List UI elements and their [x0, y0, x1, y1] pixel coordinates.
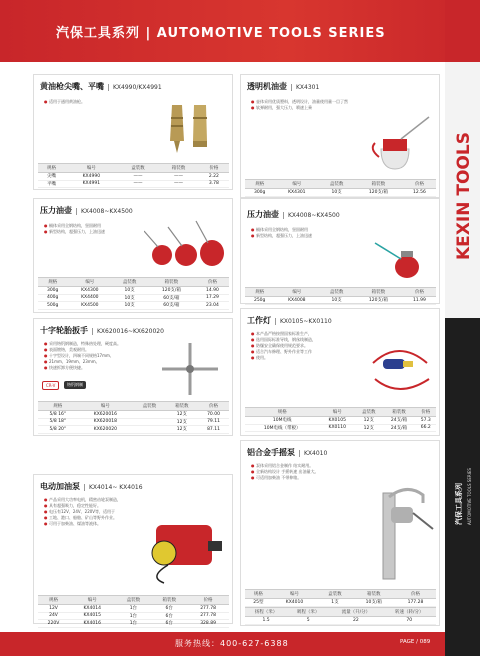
table-row [38, 620, 229, 628]
header-bar [0, 0, 480, 62]
table-cell: KX0110 [319, 424, 355, 432]
table-cell: 277.78 [187, 605, 229, 613]
table-cell: 60支/箱 [147, 294, 196, 302]
bullet-list: ● 桶体采用全钢结构，坚固耐用 ● 新型结构，超强压力，上油迅速 [44, 223, 144, 235]
bullet-list: ● 桶体采用全钢结构，坚固耐用 ● 新型结构，超强压力，上油迅速 [251, 227, 351, 239]
table-cell: 尖嘴 [38, 173, 65, 181]
table-cell: —— [158, 180, 199, 188]
spec-table [245, 407, 436, 432]
table-header: 规格 [38, 402, 78, 411]
table-cell: 328.89 [187, 620, 229, 628]
spec-table [38, 595, 229, 628]
table-cell: 12V [38, 605, 69, 613]
table-cell: 2.22 [199, 173, 229, 181]
table-cell: KX0105 [319, 417, 355, 425]
table-cell: 12支 [166, 411, 198, 419]
table-header: 规格 [245, 288, 274, 297]
table-cell: 1台 [115, 605, 151, 613]
table-cell: KX4301 [274, 189, 319, 197]
brand-logo [447, 130, 477, 310]
bullet-list: ● 泵体采用铝合金制作 结实耐用。 ● 全新结构设计 手摇转速 出油量大。 ● 可适用加柴油 不带伸缩。 [251, 463, 401, 481]
table-cell: —— [118, 180, 159, 188]
table-header: 规格 [245, 590, 272, 599]
table-cell: 66.2 [416, 424, 436, 432]
table-row [245, 617, 436, 625]
table-cell: 120支/箱 [354, 189, 403, 197]
table-cell: 23.04 [196, 302, 229, 310]
spec-table [245, 287, 436, 305]
table-cell: 14.90 [196, 287, 229, 295]
table-header: 流量（升/分） [329, 608, 382, 617]
table-cell: 22 [329, 617, 382, 625]
table-cell: —— [158, 173, 199, 181]
sidebar [445, 0, 480, 656]
table-cell: 1.5 [245, 617, 287, 625]
table-cell: 60支/箱 [147, 302, 196, 310]
card-title: 工作灯 KX0105~KX0110 [247, 316, 332, 325]
table-cell: 24支/箱 [383, 417, 416, 425]
table-header: 箱装数 [151, 596, 187, 605]
table-header: 编号 [65, 164, 118, 173]
electric-pump-image [138, 505, 226, 585]
table-cell [133, 426, 165, 434]
table-cell: 1台 [115, 620, 151, 628]
table-header: 编号 [78, 402, 134, 411]
table-cell: 10支 [112, 294, 147, 302]
chrome-vanadium-badge: 铬钒钢制 [64, 381, 86, 389]
sidebar-top-block [445, 0, 480, 62]
table-cell: 6台 [151, 605, 187, 613]
table-row [38, 287, 229, 295]
table-cell: 24V [38, 612, 69, 620]
table-cell: 5/8 20" [38, 426, 78, 434]
oil-can-group-image [144, 219, 230, 269]
table-cell: 5 [287, 617, 329, 625]
table-header: 盒装数 [118, 164, 159, 173]
table-header: 箱装数 [354, 288, 403, 297]
work-light-image [369, 329, 435, 399]
grease-nozzle-image [160, 97, 220, 157]
oil-can-image [371, 231, 431, 281]
table-cell: 400g [38, 294, 67, 302]
table-header: 价格 [395, 590, 436, 599]
bullet-list: ● 采用铬钒钢制造，特殊热处理，硬度高。 ● 表面镀铬，美观耐用。 ● 十字型设计，四端不同规格17mm、 ● 21mm、19mm、23mm。 ● 快速拆卸方便快捷。 [44, 341, 144, 371]
table-row [38, 426, 229, 434]
table-row [245, 424, 436, 432]
table-row [38, 294, 229, 302]
table-cell: 10支 [112, 302, 147, 310]
table-header: 规格 [38, 164, 65, 173]
table-cell: 5/8 16" [38, 411, 78, 419]
spec-table [245, 179, 436, 197]
table-cell: 500g [38, 302, 67, 310]
table-cell: 79.11 [198, 418, 229, 426]
table-cell: 24支/箱 [383, 424, 416, 432]
table-header: 盒装数 [319, 288, 354, 297]
footer-bar [0, 632, 445, 656]
table-cell: KX4015 [69, 612, 115, 620]
table-header: 盒装数 [317, 590, 352, 599]
sidebar-series-en: AUTOMOTIVE TOOLS SERIES [467, 468, 472, 525]
table-header: 盒装数 [112, 278, 147, 287]
sidebar-series-cn: 汽保工具系列 [455, 483, 463, 525]
table-cell: 1台 [115, 612, 151, 620]
card-title: 压力油壶 KX4008~KX4500 [247, 210, 340, 219]
table-header: 价格 [403, 288, 436, 297]
pump-spec-table [245, 607, 436, 625]
bullet-list: ● 产品采用大功率电机，精密齿轮泵制造， ● 具有超强吸力，稳定性能好。 ● 电压有12V、24V、220V等，适用于 ● 工地、港口、船舶、矿山等野外作业。 ● 可用于加柴油、煤油等液体。 [44, 497, 154, 527]
table-header: 编号 [319, 408, 355, 417]
table-header: 吸程（米） [287, 608, 329, 617]
card-transparent-oiler [240, 74, 440, 198]
table-cell: 17.29 [196, 294, 229, 302]
table-row [38, 173, 229, 181]
table-cell: 220V [38, 620, 69, 628]
table-cell: 10支 [319, 189, 354, 197]
table-row [38, 418, 229, 426]
table-cell: 10支 [112, 287, 147, 295]
table-cell: KX4300 [67, 287, 112, 295]
table-cell: 11.99 [403, 297, 436, 305]
table-header: 规格 [38, 278, 67, 287]
table-cell: 120支/箱 [147, 287, 196, 295]
table-row [38, 411, 229, 419]
bullet-list: ● 适用于通用黄油枪。 [44, 99, 154, 105]
table-cell: 70 [383, 617, 436, 625]
cross-wrench-image [154, 339, 226, 399]
table-cell: 12支 [166, 418, 198, 426]
table-cell: KX4990 [65, 173, 118, 181]
table-header: 盒装数 [133, 402, 165, 411]
table-cell [133, 418, 165, 426]
card-title: 电动加油泵 KX4014~ KX4016 [40, 482, 143, 491]
transparent-oiler-image [361, 113, 431, 173]
table-cell: KX4016 [69, 620, 115, 628]
table-header: 箱装数 [383, 408, 416, 417]
table-cell: KX620020 [78, 426, 134, 434]
table-header: 箱装数 [158, 164, 199, 173]
spec-table [38, 163, 229, 188]
table-cell: —— [118, 173, 159, 181]
table-header: 编号 [274, 288, 319, 297]
table-header: 盒装数 [355, 408, 382, 417]
bullet-list: ● 本产品严格按照国家标准生产， ● 选用国际标准导线，钢丝线制造， ● 防爆安全确保使用规范要求。 ● 适合汽车修理、野外作业等工作 ● 使用。 [251, 331, 361, 361]
table-cell: 277.78 [187, 612, 229, 620]
crv-badge: CR-V [42, 381, 59, 390]
table-row [38, 612, 229, 620]
bullet-list: ● 壶体采用优质塑料，透明设计，油量使用量一目了然 ● 软弹耐用，强大压力，喷速上乘 [251, 99, 436, 111]
table-header: 价格 [187, 596, 229, 605]
table-cell [133, 411, 165, 419]
table-cell: 10支/箱 [353, 599, 395, 607]
table-cell: 3.78 [199, 180, 229, 188]
page-title: 汽保工具系列 | AUTOMOTIVE TOOLS SERIES [56, 26, 386, 41]
table-header: 编号 [274, 180, 319, 189]
card-title: 十字轮胎扳手 KX620016~KX620020 [40, 326, 164, 335]
table-cell: 300g [245, 189, 274, 197]
table-cell: 6台 [151, 612, 187, 620]
table-cell: KX4991 [65, 180, 118, 188]
card-grease-nozzle [33, 74, 233, 190]
hotline: 服务热线：400-627-6388 [175, 639, 289, 648]
table-cell: 12.56 [403, 189, 436, 197]
table-header: 编号 [69, 596, 115, 605]
table-header: 转速（转/分） [383, 608, 436, 617]
table-header: 价格 [199, 164, 229, 173]
sidebar-series-label [449, 330, 476, 530]
table-row [245, 599, 436, 607]
table-header: 规格 [38, 596, 69, 605]
table-header: 扬程（米） [245, 608, 287, 617]
table-cell: 57.3 [416, 417, 436, 425]
spec-table [38, 277, 229, 310]
table-cell: 300g [38, 287, 67, 295]
table-cell: KX4010 [272, 599, 318, 607]
table-cell: KX4400 [67, 294, 112, 302]
table-cell: 6台 [151, 620, 187, 628]
table-cell: 87.11 [198, 426, 229, 434]
table-header: 价格 [196, 278, 229, 287]
brand-text: KEXIN TOOLS [454, 132, 474, 260]
table-row [38, 302, 229, 310]
card-title: 透明机油壶 KX4301 [247, 82, 320, 91]
table-row [245, 189, 436, 197]
table-header: 箱装数 [354, 180, 403, 189]
table-cell: 1支 [317, 599, 352, 607]
table-header: 盒装数 [115, 596, 151, 605]
table-cell: 250g [245, 297, 274, 305]
table-cell: KX620016 [78, 411, 134, 419]
card-electric-pump [33, 474, 233, 627]
table-header: 编号 [67, 278, 112, 287]
table-cell: 177.28 [395, 599, 436, 607]
table-header: 价格 [403, 180, 436, 189]
table-cell: 120支/箱 [354, 297, 403, 305]
card-title: 黄油枪尖嘴、平嘴 KX4990/KX4991 [40, 82, 162, 91]
table-cell: 10M电线（带板） [245, 424, 319, 432]
table-row [38, 180, 229, 188]
table-row [245, 417, 436, 425]
card-oil-can-b [240, 198, 440, 304]
table-cell: 25型 [245, 599, 272, 607]
table-cell: 5/8 18" [38, 418, 78, 426]
card-title: 压力油壶 KX4008~KX4500 [40, 206, 133, 215]
table-header: 编号 [272, 590, 318, 599]
table-header: 箱装数 [353, 590, 395, 599]
table-header: 价格 [198, 402, 229, 411]
spec-table [245, 589, 436, 607]
table-header: 价格 [416, 408, 436, 417]
table-header: 规格 [245, 408, 319, 417]
card-oil-can-a [33, 198, 233, 313]
table-header: 规格 [245, 180, 274, 189]
table-cell: 平嘴 [38, 180, 65, 188]
table-header: 箱装数 [147, 278, 196, 287]
table-cell: 12支 [355, 417, 382, 425]
table-cell: KX4014 [69, 605, 115, 613]
table-cell: 10M电线 [245, 417, 319, 425]
table-cell: 10支 [319, 297, 354, 305]
table-header: 盒装数 [319, 180, 354, 189]
table-header: 箱装数 [166, 402, 198, 411]
table-row [38, 605, 229, 613]
card-work-light [240, 308, 440, 436]
card-title: 铝合金手摇泵 KX4010 [247, 448, 328, 457]
table-cell: 70.00 [198, 411, 229, 419]
table-cell: 12支 [355, 424, 382, 432]
table-cell: KX620018 [78, 418, 134, 426]
card-cross-wrench [33, 318, 233, 436]
spec-table [38, 401, 229, 434]
table-cell: 12支 [166, 426, 198, 434]
table-row [245, 297, 436, 305]
table-cell: KX4008 [274, 297, 319, 305]
card-hand-pump [240, 440, 440, 626]
page-number: PAGE / 089 [400, 639, 431, 645]
hand-pump-image [361, 483, 437, 583]
table-cell: KX4500 [67, 302, 112, 310]
